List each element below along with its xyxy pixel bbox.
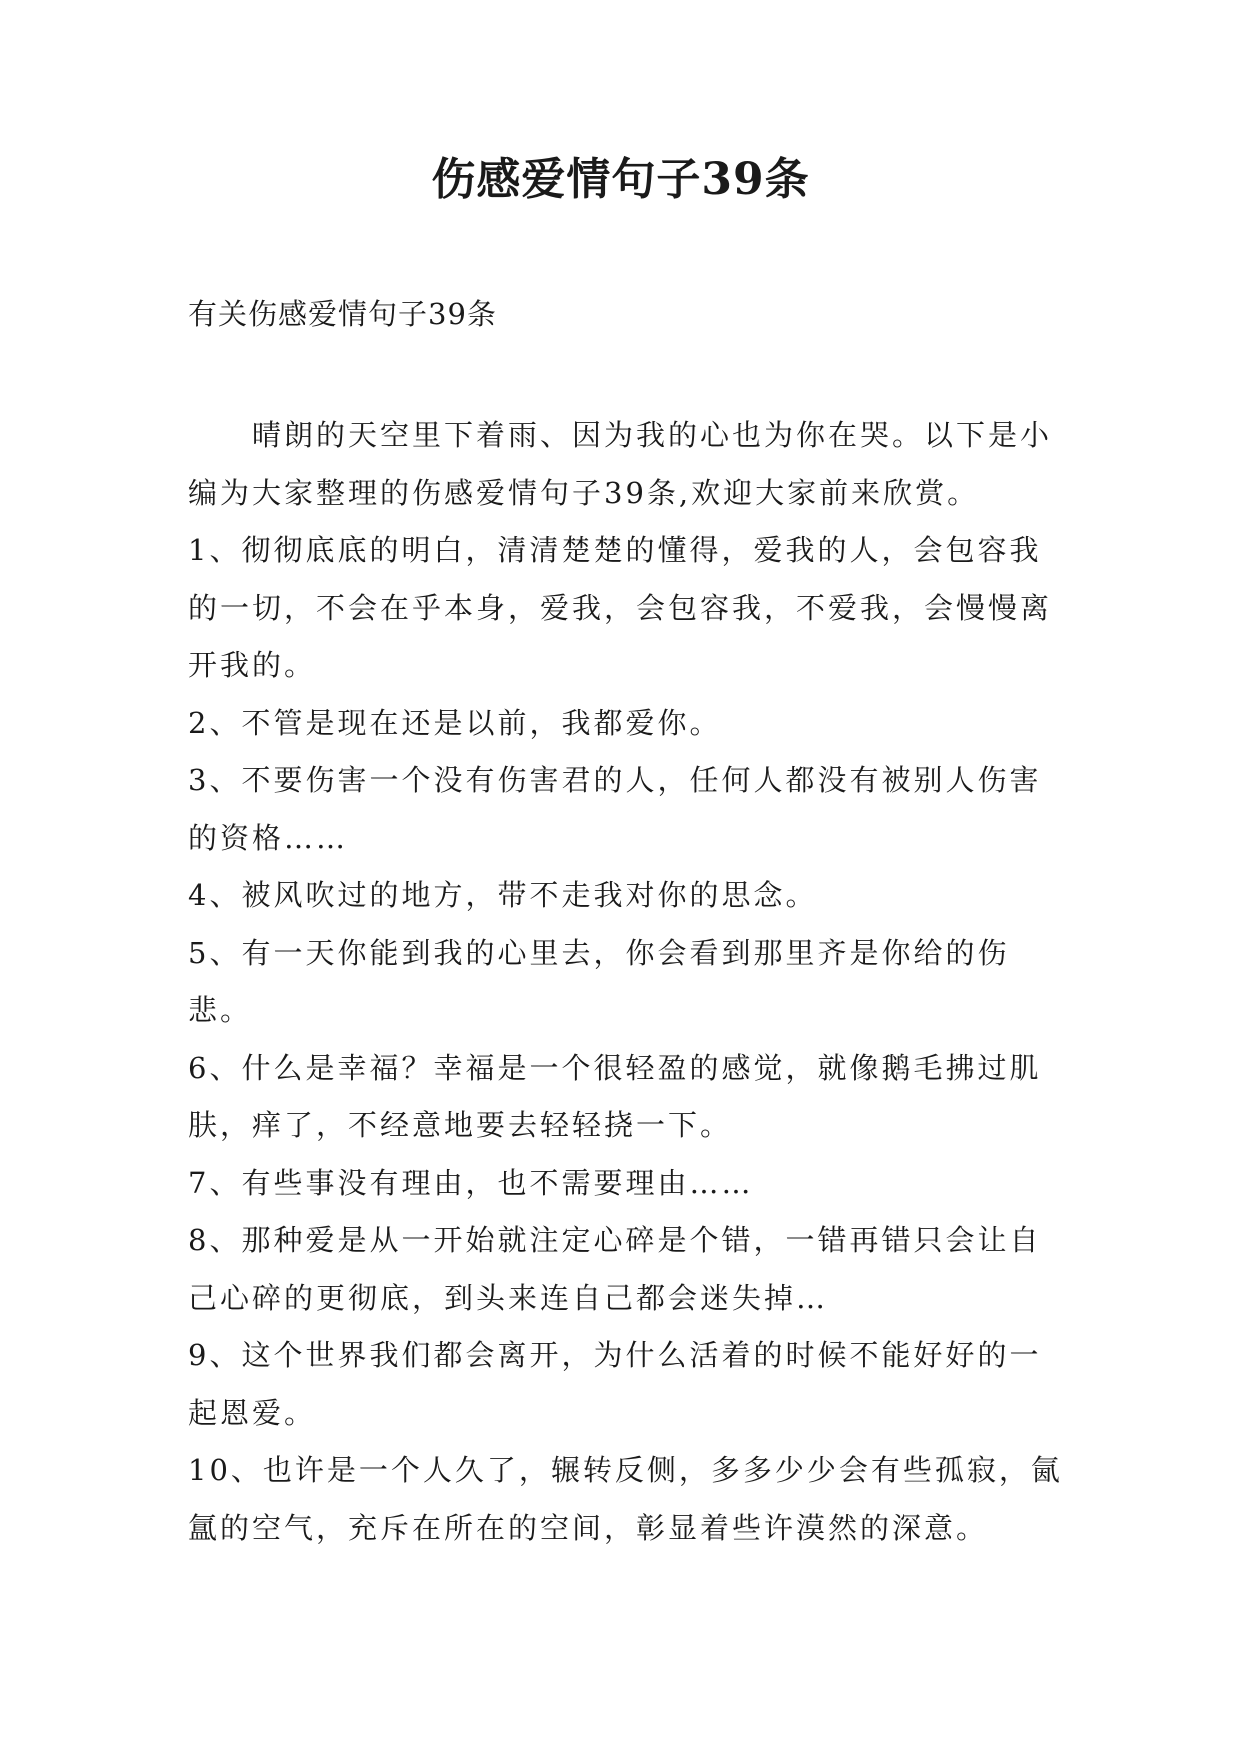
document-body bbox=[188, 407, 1068, 1557]
list-item: 5、有一天你能到我的心里去，你会看到那里齐是你给的伤悲。 bbox=[188, 935, 1010, 1027]
list-item: 9、这个世界我们都会离开，为什么活着的时候不能好好的一起恩爱。 bbox=[188, 1338, 1042, 1430]
document-title: 伤感爱情句子39条 bbox=[431, 154, 810, 205]
list-item: 6、什么是幸福？幸福是一个很轻盈的感觉，就像鹅毛拂过肌肤，痒了，不经意地要去轻轻挠一下。 bbox=[188, 1050, 1042, 1142]
intro-paragraph: 晴朗的天空里下着雨、因为我的心也为你在哭。以下是小编为大家整理的伤感爱情句子39条,欢迎大家前来欣赏。 bbox=[188, 418, 1053, 510]
list-item: 10、也许是一个人久了，辗转反侧，多多少少会有些孤寂，氤氲的空气，充斥在所在的空间，彰显着些许漠然的深意。 bbox=[188, 1453, 1063, 1545]
list-item: 1、彻彻底底的明白，清清楚楚的懂得，爱我的人，会包容我的一切，不会在乎本身，爱我，会包容我，不爱我，会慢慢离开我的。 bbox=[188, 533, 1053, 682]
document-subtitle: 有关伤感爱情句子39条 bbox=[188, 297, 497, 331]
list-item: 2、不管是现在还是以前，我都爱你。 bbox=[188, 705, 722, 740]
list-item: 7、有些事没有理由，也不需要理由…… bbox=[188, 1165, 754, 1200]
list-item: 8、那种爱是从一开始就注定心碎是个错，一错再错只会让自己心碎的更彻底，到头来连自己都会迷失掉… bbox=[188, 1223, 1042, 1315]
list-item: 3、不要伤害一个没有伤害君的人，任何人都没有被别人伤害的资格…… bbox=[188, 763, 1042, 855]
list-item: 4、被风吹过的地方，带不走我对你的思念。 bbox=[188, 878, 818, 912]
